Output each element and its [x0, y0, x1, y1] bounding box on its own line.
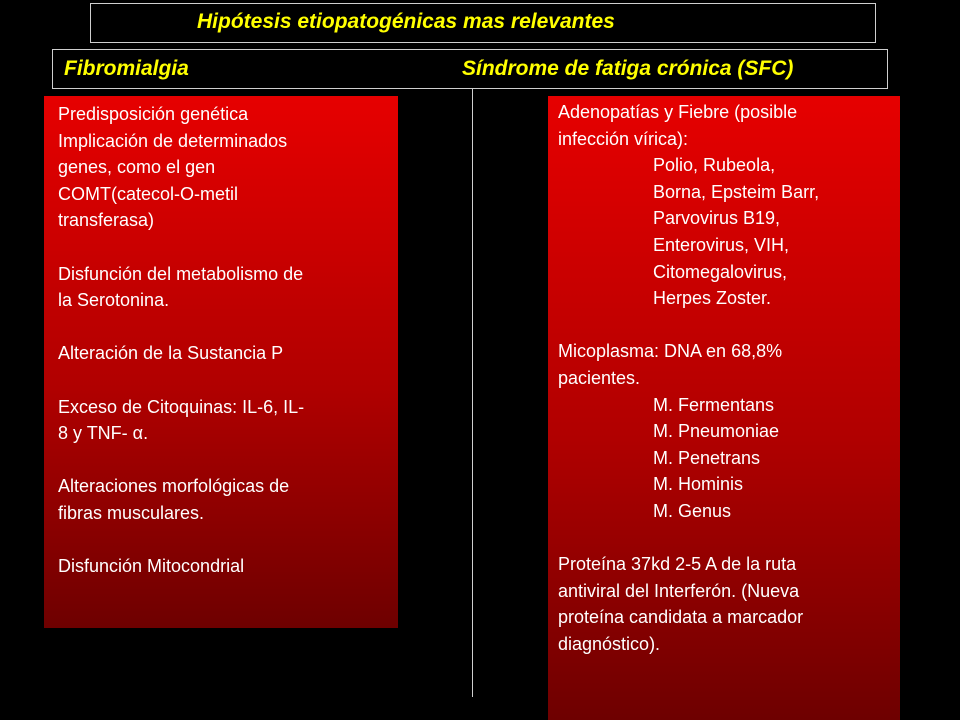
virus-item: Polio, Rubeola,: [653, 155, 776, 176]
spacer: [58, 367, 384, 394]
column-divider: [472, 89, 473, 697]
spacer: [558, 525, 890, 552]
text-line: antiviral del Interferón. (Nueva: [558, 580, 800, 601]
text-line: Exceso de Citoquinas: IL-6, IL-: [58, 396, 305, 417]
text-line: Alteraciones morfológicas de: [58, 476, 290, 497]
text-line: fibras musculares.: [58, 502, 205, 523]
virus-item: Herpes Zoster.: [653, 288, 772, 309]
text-line: 8 y TNF- α.: [58, 423, 149, 444]
spacer: [58, 314, 384, 341]
spacer: [558, 312, 890, 339]
virus-item: Enterovirus, VIH,: [653, 234, 790, 255]
text-line: la Serotonina.: [58, 290, 170, 311]
text-line: Disfunción del metabolismo de: [58, 263, 304, 284]
sfc-panel: [548, 96, 900, 720]
virus-item: Borna, Epsteim Barr,: [653, 181, 820, 202]
text-line: pacientes.: [558, 367, 641, 388]
spacer: [58, 527, 384, 554]
micoplasma-item: M. Penetrans: [653, 447, 761, 468]
micoplasma-item: M. Fermentans: [653, 394, 775, 415]
virus-item: Parvovirus B19,: [653, 208, 781, 229]
virus-item: Citomegalovirus,: [653, 261, 788, 282]
text-line: Alteración de la Sustancia P: [58, 343, 284, 364]
micoplasma-item: M. Pneumoniae: [653, 421, 780, 442]
title-box: [90, 3, 876, 43]
slide-title: Hipótesis etiopatogénicas mas relevantes: [197, 10, 615, 33]
text-line: genes, como el gen: [58, 157, 216, 178]
text-line: proteína candidata a marcador: [558, 607, 804, 628]
fibromialgia-panel: [44, 96, 398, 628]
text-line: Disfunción Mitocondrial: [58, 556, 245, 577]
spacer: [58, 234, 384, 261]
micoplasma-item: M. Hominis: [653, 474, 744, 495]
header-fibromialgia: Fibromialgia: [64, 57, 189, 80]
text-line: Predisposición genética: [58, 104, 249, 124]
text-line: diagnóstico).: [558, 633, 661, 654]
micoplasma-item: M. Genus: [653, 500, 732, 521]
text-line: transferasa): [58, 210, 155, 231]
text-line: COMT(catecol-O-metil: [58, 183, 239, 204]
text-line: infección vírica):: [558, 128, 689, 149]
text-line: Micoplasma: DNA en 68,8%: [558, 341, 783, 362]
text-line: Implicación de determinados: [58, 130, 288, 151]
spacer: [58, 447, 384, 474]
header-bar: [52, 49, 888, 89]
text-line: Proteína 37kd 2-5 A de la ruta: [558, 554, 797, 575]
text-line: Adenopatías y Fiebre (posible: [558, 102, 798, 122]
header-sfc: Síndrome de fatiga crónica (SFC): [462, 57, 794, 80]
